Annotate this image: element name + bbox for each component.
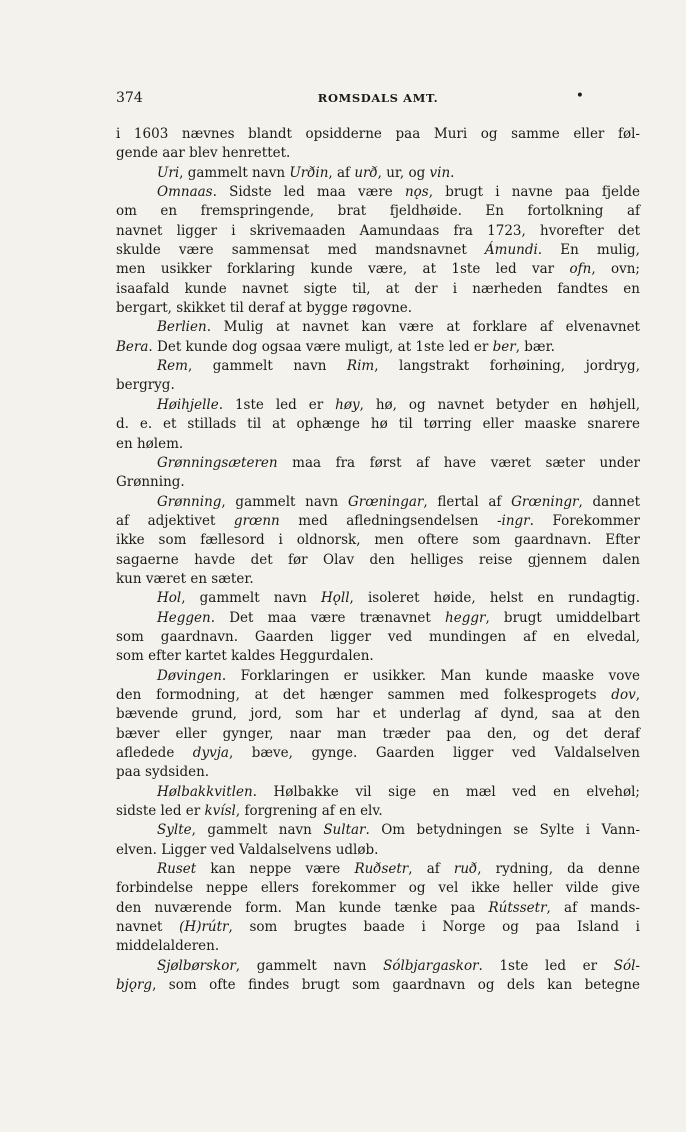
text-line: Bera. Det kunde dog ogsaa være muligt, at 1ste led er ber, bær. — [116, 338, 555, 355]
text-line: bergryg. — [116, 377, 175, 394]
text-line: Hølbakkvitlen. Hølbakke vil sige en mæl ved en elvehøl; — [157, 783, 640, 800]
text-line: Ruset kan neppe være Ruðsetr, af ruð, rydning, da denne — [157, 861, 640, 878]
text-line: af adjektivet grœnn med afledningsendelsen -ingr. Forekommer — [116, 512, 641, 529]
text-line: Døvingen. Forklaringen er usikker. Man kunde maaske vove — [157, 667, 640, 684]
text-line: den formodning, at det hænger sammen med folkesprogets dov, — [116, 686, 640, 703]
text-line: ikke som fællesord i oldnorsk, men oftere som gaardnavn. Efter — [116, 532, 640, 549]
text-line: forbindelse neppe ellers forekommer og vel ikke heller vilde give — [116, 880, 640, 897]
text-line: sagaerne havde det før Olav den helliges reise gjennem dalen — [116, 551, 640, 568]
text-line: Høihjelle. 1ste led er høy, hø, og navnet betyder en høhjell, — [157, 396, 640, 413]
text-line: bergart, skikket til deraf at bygge røgovne. — [116, 300, 413, 317]
text-line: elven. Ligger ved Valdalselvens udløb. — [116, 841, 379, 858]
text-line: navnet ligger i skrivemaaden Aamundaas fra 1723, hvorefter det — [116, 222, 640, 239]
text-line: Sylte, gammelt navn Sultar. Om betydningen se Sylte i Vann- — [157, 822, 640, 839]
text-line: Hol, gammelt navn Hǫll, isoleret høide, helst en rundagtig. — [157, 590, 640, 607]
text-line: Sjølbørskor, gammelt navn Sólbjargaskor. 1ste led er Sól- — [157, 957, 640, 974]
text-line: i 1603 nævnes blandt opsidderne paa Muri og samme eller føl- — [116, 126, 640, 142]
text-line: Grønningsæteren maa fra først af have været sæter under — [157, 454, 640, 471]
text-line: skulde være sammensat med mandsnavnet Ámundi. En mulig, — [116, 242, 640, 259]
text-line: d. e. et stillads til at ophænge hø til tørring eller maaske snarere — [116, 416, 640, 433]
text-line: som gaardnavn. Gaarden ligger ved mundingen af en elvedal, — [116, 628, 640, 645]
running-title: ROMSDALS AMT. — [317, 91, 439, 105]
text-line: som efter kartet kaldes Heggurdalen. — [116, 648, 374, 665]
text-line: den nuværende form. Man kunde tænke paa Rútssetr, af mands- — [116, 899, 640, 916]
text-line: bævende grund, jord, som har et underlag af dynd, saa at den — [116, 706, 640, 723]
text-line: Uri, gammelt navn Urðin, af urð, ur, og vin. — [157, 164, 455, 181]
text-line: gende aar blev henrettet. — [116, 145, 291, 162]
text-line: men usikker forklaring kunde være, at 1ste led var ofn, ovn; — [116, 261, 640, 278]
text-line: Berlien. Mulig at navnet kan være at forklare af elvenavnet — [157, 319, 640, 336]
text-line: Omnaas. Sidste led maa være nǫs, brugt i navne paa fjelde — [157, 184, 640, 201]
text-line: Grønning. — [116, 474, 185, 491]
text-line: kun været en sæter. — [116, 570, 254, 587]
page-number: 374 — [116, 90, 143, 106]
text-line: afledede dyvja, bæve, gynge. Gaarden ligger ved Valdalselven — [116, 745, 640, 761]
printer-mark: • — [575, 88, 584, 104]
text-line: Heggen. Det maa være trænavnet heggr, brugt umiddelbart — [157, 609, 640, 626]
text-line: middelalderen. — [116, 938, 220, 955]
text-line: navnet (H)rútr, som brugtes baade i Norge og paa Island i — [116, 919, 640, 936]
page-body — [116, 125, 640, 995]
text-line: Rem, gammelt navn Rim, langstrakt forhøining, jordryg, — [157, 358, 640, 375]
text-line: bjǫrg, som ofte findes brugt som gaardnavn og dels kan betegne — [116, 977, 640, 994]
page-header — [116, 90, 640, 110]
text-line: Grønning, gammelt navn Grœningar, flertal af Grœningr, dannet — [157, 493, 640, 510]
text-line: isaafald kunde navnet sigte til, at der i nærheden fandtes en — [116, 280, 640, 297]
text-line: om en fremspringende, brat fjeldhøide. En fortolkning af — [116, 203, 640, 220]
text-line: paa sydsiden. — [116, 764, 210, 781]
text-line: en hølem. — [116, 435, 184, 452]
text-line: sidste led er kvísl, forgrening af en elv. — [116, 803, 383, 820]
text-line: bæver eller gynger, naar man træder paa den, og det deraf — [116, 725, 640, 742]
